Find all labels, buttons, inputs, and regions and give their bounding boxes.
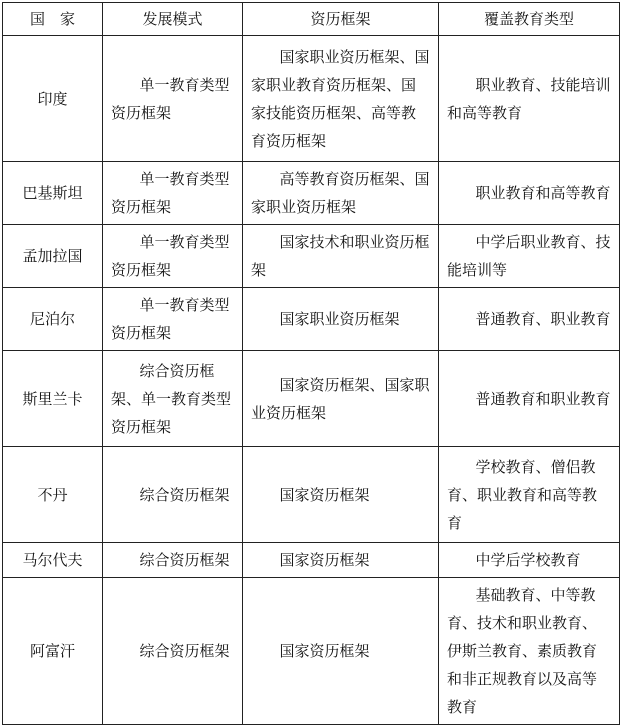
header-country: 国 家 [3,3,103,36]
country-cell: 阿富汗 [3,578,103,725]
qualification-framework-table [2,2,620,725]
types-cell: 学校教育、僧侣教育、职业教育和高等教育 [439,447,620,543]
mode-cell: 单一教育类型资历框架 [103,162,243,225]
header-framework: 资历框架 [243,3,439,36]
framework-cell: 国家资历框架 [243,543,439,578]
types-cell: 职业教育和高等教育 [439,162,620,225]
table-row [3,288,620,351]
mode-cell: 单一教育类型资历框架 [103,288,243,351]
header-mode: 发展模式 [103,3,243,36]
types-cell: 中学后学校教育 [439,543,620,578]
table-row [3,578,620,725]
framework-cell: 国家资历框架 [243,447,439,543]
table-row [3,162,620,225]
types-cell: 普通教育、职业教育 [439,288,620,351]
framework-cell: 国家职业资历框架 [243,288,439,351]
table-row [3,36,620,162]
country-cell: 尼泊尔 [3,288,103,351]
mode-cell: 单一教育类型资历框架 [103,36,243,162]
table-row [3,225,620,288]
country-cell: 斯里兰卡 [3,351,103,447]
header-row [3,3,620,36]
mode-cell: 综合资历框架 [103,578,243,725]
country-cell: 巴基斯坦 [3,162,103,225]
framework-cell: 国家资历框架 [243,578,439,725]
framework-cell: 国家资历框架、国家职业资历框架 [243,351,439,447]
types-cell: 基础教育、中等教育、技术和职业教育、伊斯兰教育、素质教育和非正规教育以及高等教育 [439,578,620,725]
table-row [3,351,620,447]
mode-cell: 综合资历框架 [103,543,243,578]
framework-cell: 高等教育资历框架、国家职业资历框架 [243,162,439,225]
country-cell: 孟加拉国 [3,225,103,288]
framework-cell: 国家技术和职业资历框架 [243,225,439,288]
types-cell: 普通教育和职业教育 [439,351,620,447]
country-cell: 马尔代夫 [3,543,103,578]
mode-cell: 综合资历框架 [103,447,243,543]
types-cell: 职业教育、技能培训和高等教育 [439,36,620,162]
framework-cell: 国家职业资历框架、国家职业教育资历框架、国家技能资历框架、高等教育资历框架 [243,36,439,162]
mode-cell: 综合资历框架、单一教育类型资历框架 [103,351,243,447]
types-cell: 中学后职业教育、技能培训等 [439,225,620,288]
table-row [3,543,620,578]
header-types: 覆盖教育类型 [439,3,620,36]
country-cell: 不丹 [3,447,103,543]
table-row [3,447,620,543]
country-cell: 印度 [3,36,103,162]
mode-cell: 单一教育类型资历框架 [103,225,243,288]
